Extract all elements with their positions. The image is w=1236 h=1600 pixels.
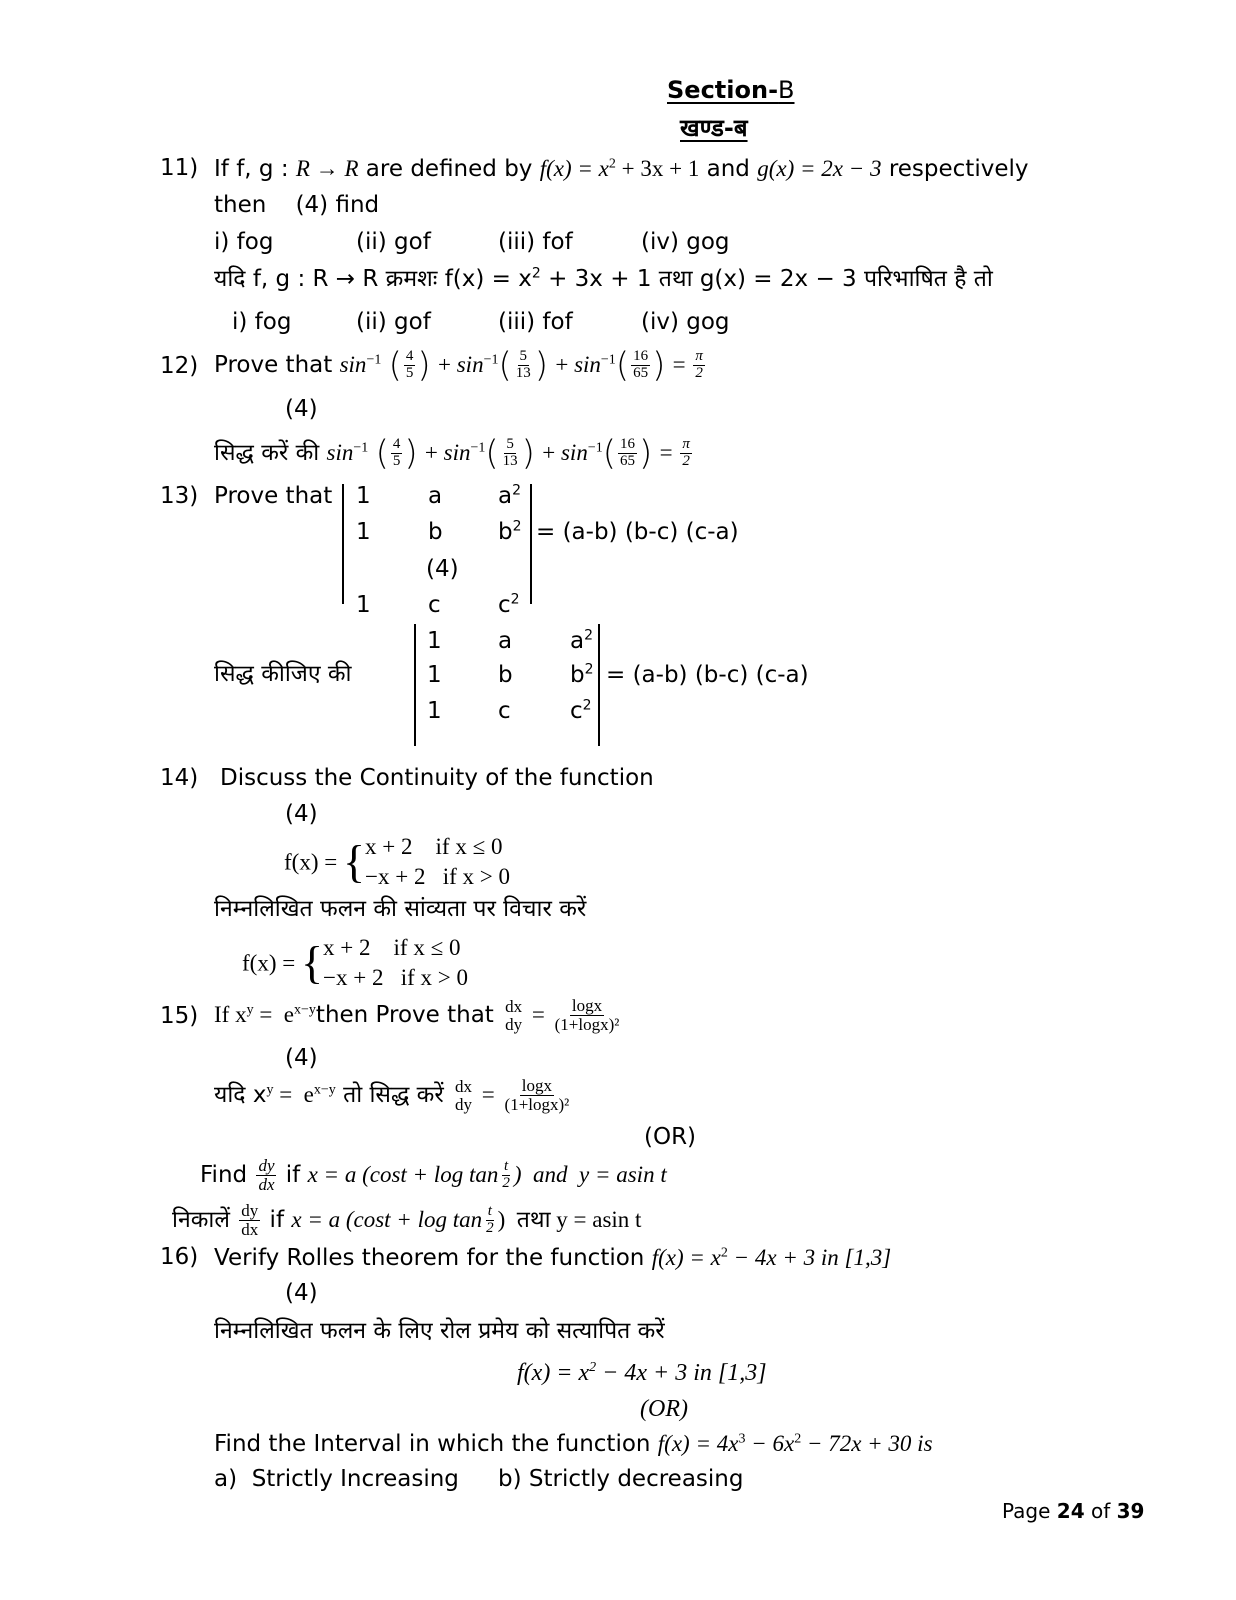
- q12-frac2-num: 5: [519, 348, 527, 365]
- q15h-a: यदि x: [214, 1082, 267, 1108]
- q15-find-if: if: [278, 1162, 308, 1188]
- q14-case1: x + 2 if x ≤ 0: [365, 834, 503, 859]
- q15-hindi: यदि $x^y = e^{x-y}$ तो सिद्ध करें dx dy = $\frac{\log x}{\text{(1+logx)²}}$: [214, 1076, 570, 1114]
- q15-find-d: ) and y = asin t: [513, 1162, 667, 1187]
- q11-sup: 2: [608, 156, 616, 172]
- q12-inv1: −1: [366, 352, 382, 368]
- q12-prove: Prove that: [214, 352, 340, 378]
- q15h-log-den: (1+logx)²: [504, 1095, 570, 1114]
- q15h-find-t2: [484, 1204, 496, 1237]
- q15h-find-text: निकालें: [172, 1207, 238, 1233]
- q13h-cell-2-3-base: b: [570, 662, 585, 688]
- q11-text-g: g(x) = 2x − 3: [757, 156, 882, 181]
- q14h-case1: x + 2 if x ≤ 0: [323, 935, 461, 960]
- q15-log-den: (1+logx)²: [554, 1015, 620, 1034]
- q16-interval-c: − 72x + 30 is: [801, 1431, 933, 1456]
- q15-c: then Prove that: [315, 1002, 502, 1028]
- q12h-inv2: −1: [470, 440, 486, 456]
- q13h-rhs: = (a-b) (b-c) (c-a): [606, 662, 809, 688]
- q13-cell-1-3-sup: 2: [512, 482, 522, 499]
- question-15-number: 15): [160, 1003, 199, 1029]
- q12-sin3: sin: [574, 352, 601, 377]
- q13h-cell-3-2: c: [498, 698, 511, 724]
- q13h-cell-1-3-sup: 2: [584, 627, 594, 644]
- q14h-piecewise: f(x) = { x + 2 if x ≤ 0 −x + 2 if x > 0: [242, 933, 468, 993]
- q13-cell-1-1: 1: [356, 483, 371, 509]
- q11-opt-3: (iii) fof: [498, 229, 573, 255]
- question-12-number: 12): [160, 353, 199, 379]
- q13h-cell-2-2: b: [498, 662, 513, 688]
- q12h-frac2: [501, 437, 520, 470]
- q12-inv3: −1: [600, 352, 616, 368]
- q13-cell-2-3: [498, 518, 522, 545]
- q15h-dx: dx: [455, 1076, 473, 1096]
- section-title: [667, 78, 795, 102]
- q11-opt-1: i) fog: [214, 229, 274, 255]
- q13-cell-2-1: 1: [356, 519, 371, 545]
- q15-find-dx: dx: [258, 1175, 275, 1194]
- q15h-find-t: t: [487, 1203, 492, 1220]
- q12h-inv3: −1: [587, 440, 603, 456]
- q13-cell-2-2: b: [428, 519, 443, 545]
- question-11-line2: then (4) find: [214, 192, 380, 218]
- question-13-number: 13): [160, 483, 199, 509]
- q12-frac3-den: 65: [633, 365, 649, 381]
- q12h-frac2-num: 5: [506, 436, 514, 453]
- q11-hi-opt-1: i) fog: [232, 309, 292, 335]
- q16-interval-cube: 3: [738, 1431, 746, 1447]
- q12-sin2: sin: [456, 352, 484, 377]
- q15-hindi-find: [172, 1195, 641, 1245]
- q16-interval-fx: f(x) = 4x: [657, 1431, 739, 1456]
- q13h-cell-3-3-base: c: [570, 698, 583, 724]
- q16-opt-b: b) Strictly decreasing: [498, 1466, 744, 1492]
- q15-find-c: x = a (cost + log tan: [307, 1162, 499, 1187]
- q13-cell-2-3-base: b: [498, 519, 513, 545]
- q15h-dxdy: [453, 1078, 474, 1114]
- q12h-frac3-den: 65: [620, 453, 635, 469]
- q15-find: [200, 1150, 667, 1200]
- section-title-prefix: Section-: [667, 76, 779, 104]
- q16-sup: 2: [720, 1245, 728, 1261]
- q13-hindi: सिद्ध कीजिए की: [214, 661, 352, 687]
- q16-interval-b: − 6x: [745, 1431, 795, 1456]
- q12h-frac2-den: 13: [502, 453, 518, 469]
- q12-hindi-text: सिद्ध करें की: [214, 440, 327, 466]
- q11-text-h: respectively: [881, 156, 1029, 182]
- q12-sin1: sin: [339, 352, 367, 377]
- q15h-dy: dy: [455, 1094, 473, 1114]
- q14h-fx: f(x) =: [242, 950, 301, 976]
- q11-text-d: f(x) = x: [539, 156, 609, 181]
- q15h-exp: x−y: [313, 1082, 336, 1098]
- q16-interval-sq: 2: [794, 1431, 802, 1447]
- q13-cell-3-3: [498, 591, 520, 618]
- q15-dx: dx: [505, 996, 523, 1016]
- q15-statement: If $x^y$ = $e^{x-y}then$ Prove that dx dy = $\frac{\log x}{\text{(1+logx)²}}$: [214, 996, 620, 1034]
- q11-opt-4: (iv) gog: [641, 229, 730, 255]
- q16-interval-text: Find the Interval in which the function: [214, 1431, 658, 1457]
- q15h-find-dy: dy: [241, 1201, 259, 1221]
- q13h-cell-1-3-base: a: [570, 628, 585, 654]
- q16-opt-a: a) Strictly Increasing: [214, 1466, 459, 1492]
- q15h-find-d: ) तथा y = asin t: [497, 1207, 642, 1232]
- q13h-det-left-bar: [414, 624, 416, 746]
- q14-hindi: निम्नलिखित फलन की सांव्यता पर विचार करें: [214, 896, 587, 922]
- q15h-log-num: logx: [521, 1076, 553, 1096]
- q12h-sin3: sin: [560, 440, 588, 465]
- q12-frac3: [631, 349, 650, 382]
- q13-cell-1-2: a: [428, 483, 443, 509]
- question-11-line1: [214, 157, 1028, 181]
- q12h-frac3-num: 16: [620, 436, 635, 453]
- q14-text: Discuss the Continuity of the function: [220, 765, 654, 791]
- q15h-y: y: [266, 1082, 274, 1098]
- q15h-find-frac: [239, 1202, 260, 1239]
- q13-cell-3-1: 1: [356, 592, 371, 618]
- q16-interval: [214, 1432, 933, 1456]
- q12h-pi-num: π: [682, 436, 690, 453]
- q15h-b: = e: [273, 1082, 314, 1107]
- q12-frac2: [514, 349, 533, 382]
- q15-find-frac: [256, 1157, 276, 1194]
- q15-exp: x−y: [294, 1002, 316, 1018]
- page-current: 24: [1056, 1499, 1085, 1523]
- page-total: 39: [1116, 1499, 1145, 1523]
- q13h-cell-3-3-sup: 2: [582, 697, 592, 714]
- q14-case2: −x + 2 if x > 0: [365, 863, 511, 889]
- q11-text-e: + 3x + 1: [615, 156, 700, 181]
- q13h-cell-3-3: [570, 697, 592, 724]
- q15h-find-c: x = a (cost + log tan: [291, 1207, 483, 1232]
- q13-cell-1-3-base: a: [498, 483, 513, 509]
- q12h-frac1: [391, 437, 403, 470]
- q12-pi-den: 2: [695, 365, 703, 381]
- q12h-pi-frac: [680, 437, 692, 470]
- q12-inv2: −1: [483, 352, 499, 368]
- q16-fx: f(x) = x: [651, 1245, 721, 1270]
- q13-rhs: = (a-b) (b-c) (c-a): [536, 519, 739, 545]
- q11-hi-opt-2: (ii) gof: [356, 309, 431, 335]
- q15h-log-frac: [503, 1077, 572, 1114]
- q12h-sin1: sin: [326, 440, 354, 465]
- q13h-cell-2-1: 1: [427, 662, 442, 688]
- q11-text-b: R → R: [295, 156, 359, 181]
- q13-cell-3-3-sup: 2: [510, 591, 520, 608]
- q16-center-fx: [517, 1361, 767, 1385]
- q14-fx: f(x) =: [284, 849, 343, 875]
- q15h-find-2: 2: [486, 1220, 494, 1236]
- q13-cell-1-3: [498, 482, 522, 509]
- q16-or: (OR): [640, 1396, 688, 1422]
- section-title-hindi: खण्ड-ब: [680, 114, 748, 142]
- q13-prove: Prove that: [214, 483, 333, 509]
- q12h-sin2: sin: [443, 440, 471, 465]
- question-12-expression: Prove that $\sin^{-1}$ ( $\frac{4}{5}$ ) + $\sin^{-1}$( $\frac{5}{13}$ ) + $\sin^{-1}$( $\frac{16}{65}$ ) = $\frac{\pi}{2}$: [214, 345, 703, 386]
- question-11-hindi: [214, 265, 993, 292]
- q15-b: = e: [253, 1002, 295, 1027]
- q16-fx-b: − 4x + 3 in [1,3]: [727, 1245, 892, 1270]
- q12-frac1: [404, 349, 416, 382]
- q11-hi-opt-4: (iv) gog: [641, 309, 730, 335]
- q13-det-right-bar: [530, 484, 532, 604]
- q16-center-b: − 4x + 3 in [1,3]: [596, 1360, 767, 1386]
- q15-find-2: 2: [502, 1175, 510, 1191]
- q15-find-dy: dy: [258, 1156, 275, 1176]
- q13h-cell-1-2: a: [498, 628, 513, 654]
- q15-find-t2: [500, 1159, 512, 1192]
- q16-statement: [214, 1246, 891, 1270]
- q15-dxdy: [503, 998, 524, 1034]
- q13-cell-3-2: c: [428, 592, 441, 618]
- q12-frac1-den: 5: [405, 365, 414, 381]
- q15-dy: dy: [505, 1014, 523, 1034]
- q13h-cell-3-1: 1: [427, 698, 442, 724]
- q12h-pi-den: 2: [682, 453, 690, 469]
- q11-hindi-a: यदि f, g : R → R क्रमशः f(x) = x: [214, 266, 532, 292]
- q14-piecewise: f(x) = { x + 2 if x ≤ 0 −x + 2 if x > 0: [284, 832, 510, 892]
- q13-marks: (4): [426, 556, 459, 582]
- question-12-hindi: सिद्ध करें की $\sin^{-1}$ ( $\frac{4}{5}$ ) + $\sin^{-1}$( $\frac{5}{13}$ ) + $\sin^{-1}$( $\frac{16}{65}$ ) = $\frac{\pi}{2}$: [214, 433, 690, 474]
- page-number: [1002, 1501, 1144, 1521]
- q15-find-t: t: [504, 1158, 509, 1175]
- q12-pi-num: π: [695, 348, 703, 365]
- q15-log-frac: [553, 997, 622, 1034]
- q15h-find-dx: dx: [241, 1220, 259, 1239]
- q16-center-sup: 2: [589, 1360, 597, 1375]
- q15-marks: (4): [285, 1045, 318, 1071]
- q15h-find-if: if: [262, 1207, 292, 1233]
- q15-find-text: Find: [200, 1162, 255, 1188]
- q13-cell-2-3-sup: 2: [512, 518, 522, 535]
- q13-det-left-bar: [342, 484, 344, 604]
- q12-frac3-num: 16: [633, 348, 649, 365]
- q16-center-a: f(x) = x: [517, 1360, 590, 1386]
- q11-text-c: are defined by: [358, 156, 540, 182]
- q12h-frac1-den: 5: [392, 453, 401, 469]
- q11-hi-opt-3: (iii) fof: [498, 309, 573, 335]
- q13h-det-right-bar: [598, 624, 600, 746]
- q13-cell-3-3-base: c: [498, 592, 511, 618]
- q15-a: If x: [214, 1002, 247, 1027]
- page-label: Page: [1002, 1499, 1057, 1523]
- q15-or: (OR): [644, 1124, 697, 1150]
- q13h-cell-2-3-sup: 2: [584, 661, 594, 678]
- q13h-cell-1-1: 1: [427, 628, 442, 654]
- q11-hindi-b: + 3x + 1 तथा g(x) = 2x − 3 परिभाषित है तो: [540, 266, 993, 292]
- q15-y: y: [246, 1002, 254, 1018]
- page-of: of: [1084, 1499, 1117, 1523]
- q12h-inv1: −1: [353, 440, 369, 456]
- q13h-cell-1-3: [570, 627, 594, 654]
- q14h-case2: −x + 2 if x > 0: [323, 964, 469, 990]
- q13h-cell-2-3: [570, 661, 594, 688]
- section-title-letter: B: [778, 76, 795, 104]
- q12-frac2-den: 13: [515, 365, 531, 381]
- q12-frac1-num: 4: [405, 348, 414, 365]
- q15h-c: तो सिद्ध करें: [335, 1082, 452, 1108]
- q16-hindi: निम्नलिखित फलन के लिए रोल प्रमेय को सत्यापित करें: [214, 1318, 665, 1344]
- q16-text: Verify Rolles theorem for the function: [214, 1245, 652, 1271]
- q12h-frac3: [618, 437, 637, 470]
- q11-text-f: and: [699, 156, 758, 182]
- q11-text-a: If f, g :: [214, 156, 296, 182]
- q12-pi-frac: [693, 349, 705, 382]
- q16-marks: (4): [285, 1280, 318, 1306]
- q11-hindi-sup: 2: [531, 265, 541, 282]
- q11-opt-2: (ii) gof: [356, 229, 431, 255]
- q15-log-num: logx: [571, 996, 603, 1016]
- q12-marks: (4): [285, 396, 318, 422]
- question-16-number: 16): [160, 1244, 199, 1270]
- q14-marks: (4): [285, 801, 318, 827]
- question-14-number: 14): [160, 765, 199, 791]
- q12h-frac1-num: 4: [392, 436, 401, 453]
- question-11-number: 11): [160, 155, 199, 181]
